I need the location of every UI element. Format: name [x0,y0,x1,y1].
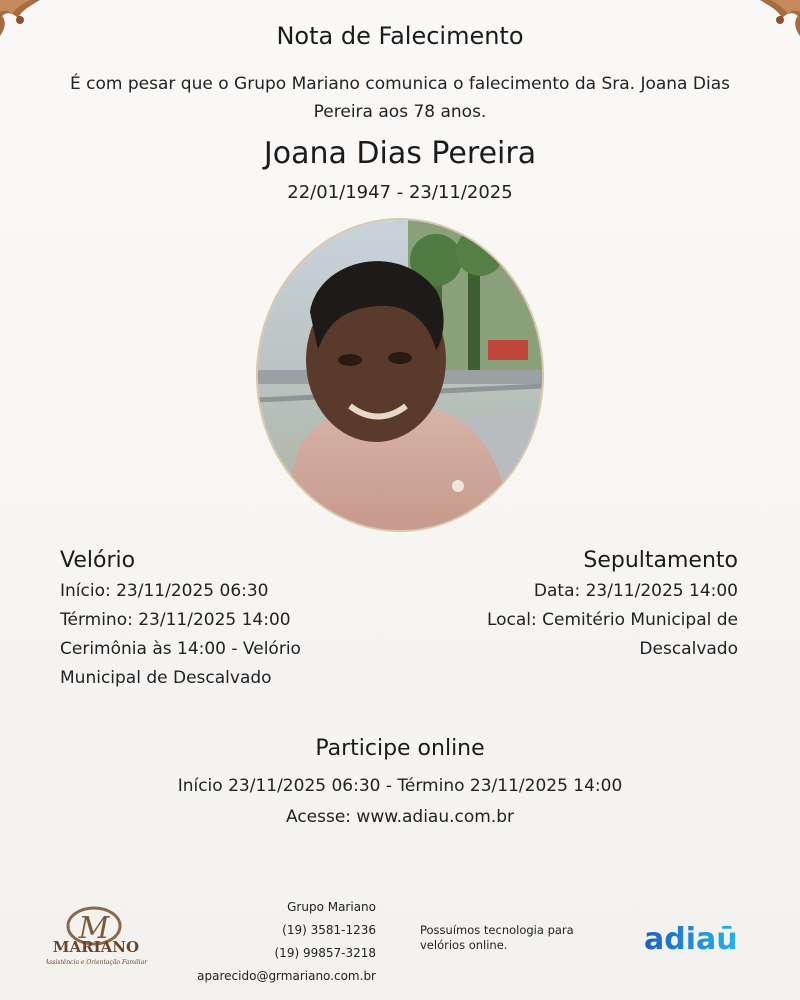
mariano-logo-tagline: Assistência e Orientação Familiar [46,959,148,966]
contact-email[interactable]: aparecido@grmariano.com.br [197,969,376,983]
mariano-logo-text: MARIANO [52,938,140,956]
wake-section [60,548,360,693]
online-schedule: Início 23/11/2025 06:30 - Término 23/11/2025 14:00 [177,776,623,796]
burial-section [418,548,738,664]
deceased-photo [258,220,542,530]
burial-date: Data: 23/11/2025 14:00 [533,581,738,601]
deceased-name: Joana Dias Pereira [263,136,537,171]
online-title: Participe online [315,736,485,761]
phone-mobile: (19) 99857-3218 [274,946,376,960]
burial-location: Local: Cemitério Municipal de Descalvado [486,610,738,659]
burial-title: Sepultamento [583,548,738,573]
wake-title: Velório [60,548,136,573]
company-name: Grupo Mariano [287,900,376,914]
wake-start: Início: 23/11/2025 06:30 [60,581,269,601]
life-dates: 22/01/1947 - 23/11/2025 [287,182,513,203]
online-access-link[interactable]: Acesse: www.adiau.com.br [285,807,514,827]
adiau-logo [642,918,754,958]
announcement-text: É com pesar que o Grupo Mariano comunica o falecimento da Sra. Joana Dias Pereira aos 78 anos. [70,74,730,122]
phone-landline: (19) 3581-1236 [282,923,376,937]
svg-text:M: M [78,911,110,946]
wake-end: Término: 23/11/2025 14:00 [60,610,291,630]
mariano-logo [46,904,154,970]
wake-ceremony: Cerimônia às 14:00 - Velório Municipal de Descalvado [60,639,301,688]
adiau-logo-text: adiaū [644,922,738,957]
page-title: Nota de Falecimento [276,22,524,50]
tech-note: Possuímos tecnologia para velórios online. [420,923,574,952]
contact-info [197,896,376,988]
